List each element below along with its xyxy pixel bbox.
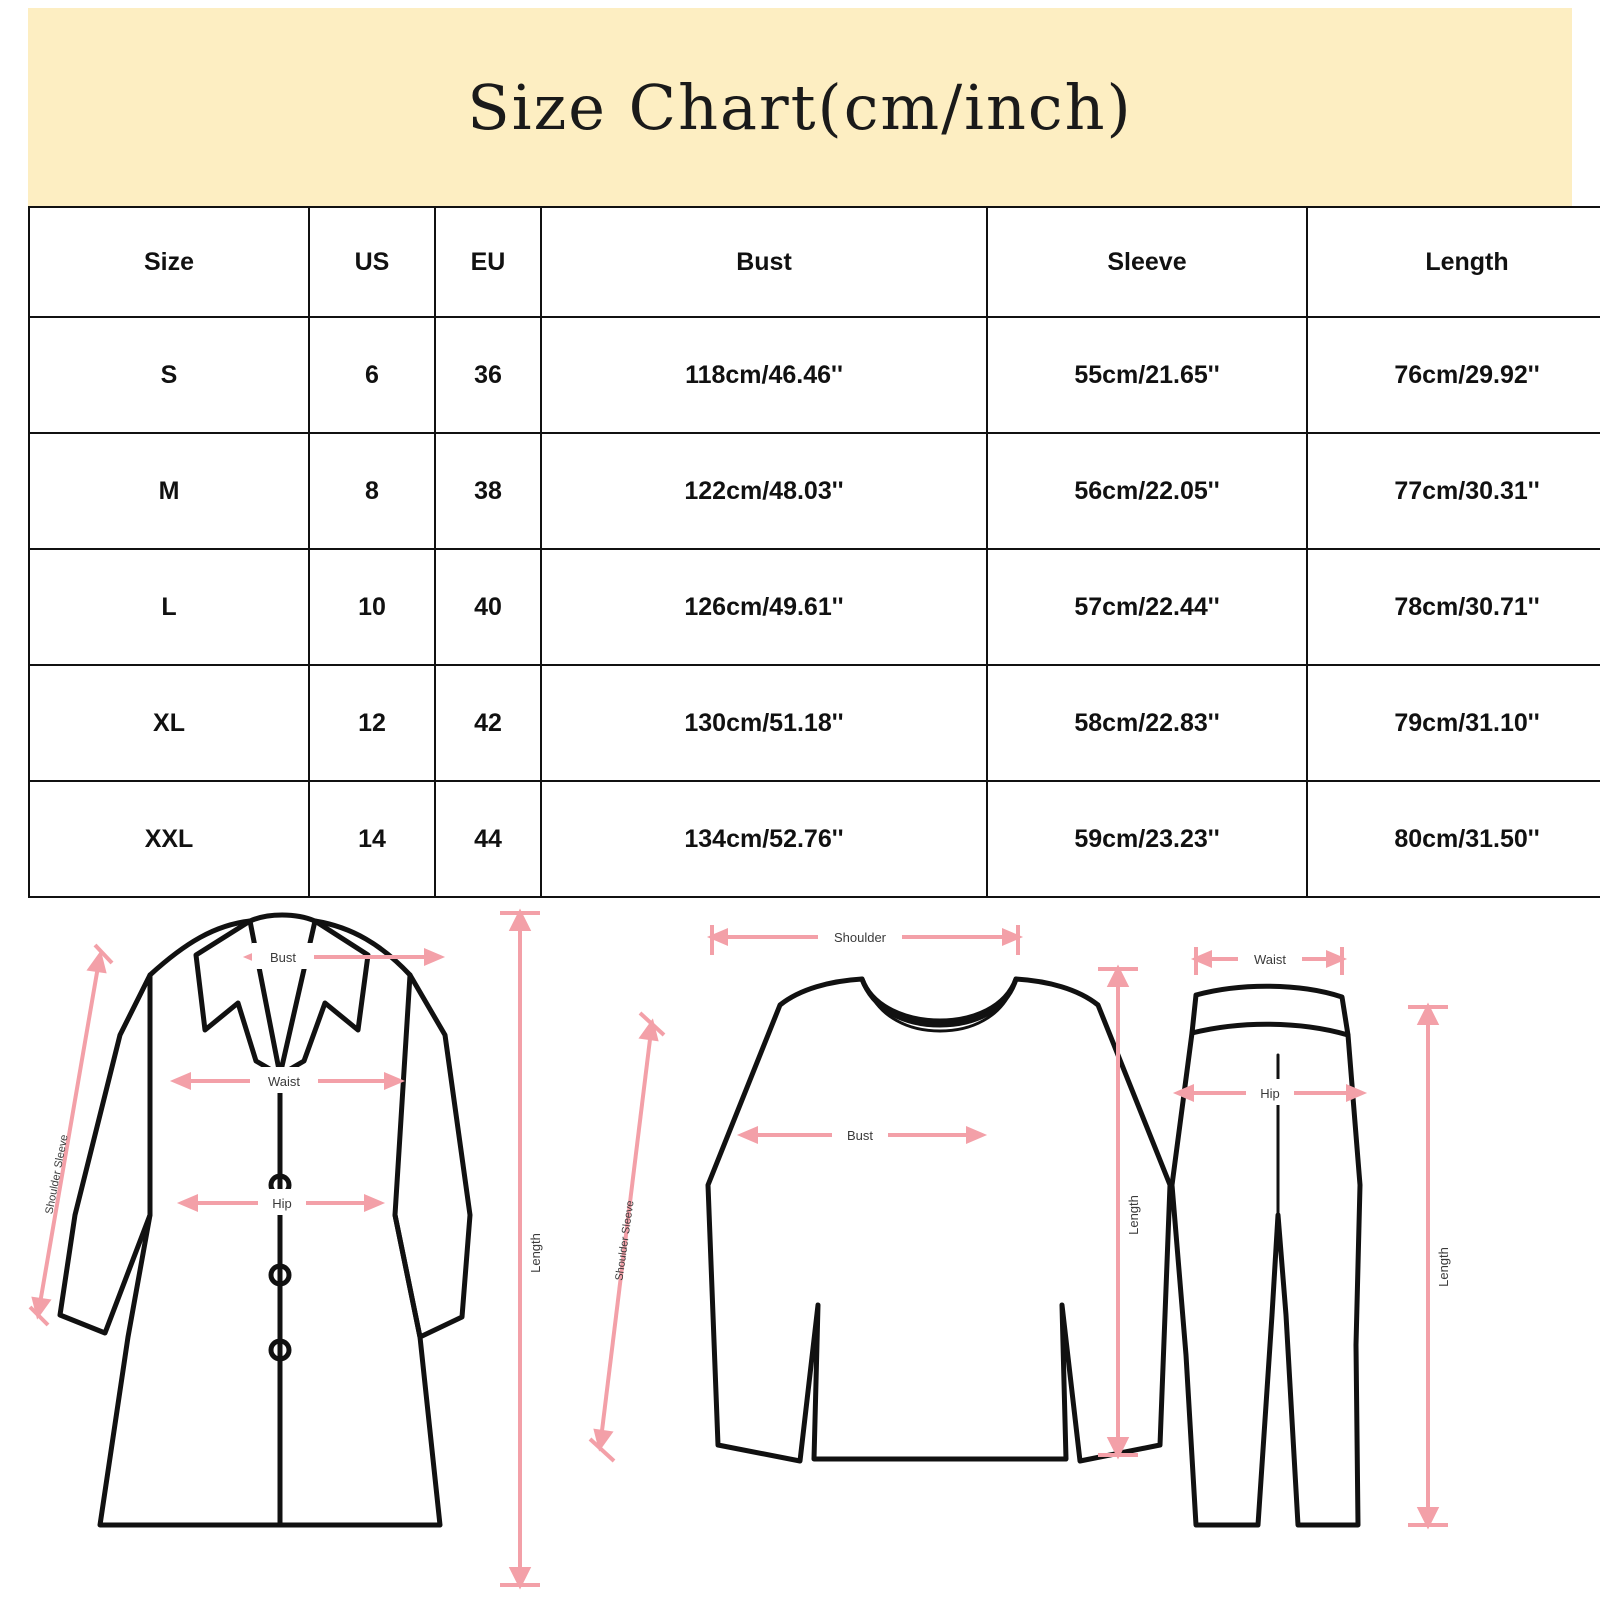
table-header-row	[29, 207, 1600, 317]
coat-label-waist: Waist	[267, 1074, 301, 1089]
cell-length: 80cm/31.50''	[1307, 781, 1600, 897]
sweatshirt-label-shoulder: Shoulder	[833, 930, 887, 945]
table-row	[29, 433, 1600, 549]
sweatshirt-label-bust: Bust	[846, 1128, 874, 1143]
table-row	[29, 549, 1600, 665]
coat-label-length: Length	[528, 1233, 543, 1273]
header-us: US	[309, 207, 435, 317]
cell-length: 78cm/30.71''	[1307, 549, 1600, 665]
coat-label-shoulder-sleeve: Shoulder Sleeve	[43, 1133, 71, 1216]
coat-diagram	[60, 915, 470, 1525]
pants-measure-labels	[1238, 945, 1451, 1287]
cell-sleeve: 57cm/22.44''	[987, 549, 1307, 665]
cell-us: 6	[309, 317, 435, 433]
cell-us: 10	[309, 549, 435, 665]
cell-eu: 36	[435, 317, 541, 433]
table-row	[29, 317, 1600, 433]
table-row	[29, 665, 1600, 781]
cell-length: 79cm/31.10''	[1307, 665, 1600, 781]
cell-eu: 38	[435, 433, 541, 549]
cell-sleeve: 56cm/22.05''	[987, 433, 1307, 549]
coat-label-hip: Hip	[272, 1196, 292, 1211]
page-title: Size Chart(cm/inch)	[467, 70, 1133, 144]
cell-length: 77cm/30.31''	[1307, 433, 1600, 549]
cell-us: 12	[309, 665, 435, 781]
sweatshirt-measure-labels	[613, 923, 1141, 1281]
measurement-illustrations	[0, 885, 1600, 1600]
coat-label-bust: Bust	[269, 950, 297, 965]
header-bust: Bust	[541, 207, 987, 317]
pants-label-hip: Hip	[1260, 1086, 1280, 1101]
cell-sleeve: 55cm/21.65''	[987, 317, 1307, 433]
cell-eu: 40	[435, 549, 541, 665]
cell-size: XXL	[29, 781, 309, 897]
cell-size: S	[29, 317, 309, 433]
pants-label-length: Length	[1436, 1247, 1451, 1287]
sweatshirt-diagram	[708, 979, 1170, 1461]
cell-us: 14	[309, 781, 435, 897]
cell-bust: 122cm/48.03''	[541, 433, 987, 549]
pants-diagram	[1172, 986, 1360, 1525]
cell-bust: 126cm/49.61''	[541, 549, 987, 665]
cell-length: 76cm/29.92''	[1307, 317, 1600, 433]
header-eu: EU	[435, 207, 541, 317]
cell-eu: 44	[435, 781, 541, 897]
cell-size: M	[29, 433, 309, 549]
cell-sleeve: 59cm/23.23''	[987, 781, 1307, 897]
title-banner	[28, 8, 1572, 206]
table-row	[29, 781, 1600, 897]
header-sleeve: Sleeve	[987, 207, 1307, 317]
pants-label-waist: Waist	[1253, 952, 1287, 967]
cell-bust: 118cm/46.46''	[541, 317, 987, 433]
header-size: Size	[29, 207, 309, 317]
cell-size: XL	[29, 665, 309, 781]
cell-us: 8	[309, 433, 435, 549]
sweatshirt-label-shoulder-sleeve: Shoulder Sleeve	[613, 1199, 637, 1282]
cell-bust: 134cm/52.76''	[541, 781, 987, 897]
cell-sleeve: 58cm/22.83''	[987, 665, 1307, 781]
sweatshirt-measure-lines	[590, 925, 1138, 1461]
cell-eu: 42	[435, 665, 541, 781]
cell-size: L	[29, 549, 309, 665]
sweatshirt-label-length: Length	[1126, 1195, 1141, 1235]
pants-measure-lines	[1178, 947, 1448, 1525]
cell-bust: 130cm/51.18''	[541, 665, 987, 781]
size-table	[28, 206, 1600, 898]
header-length: Length	[1307, 207, 1600, 317]
